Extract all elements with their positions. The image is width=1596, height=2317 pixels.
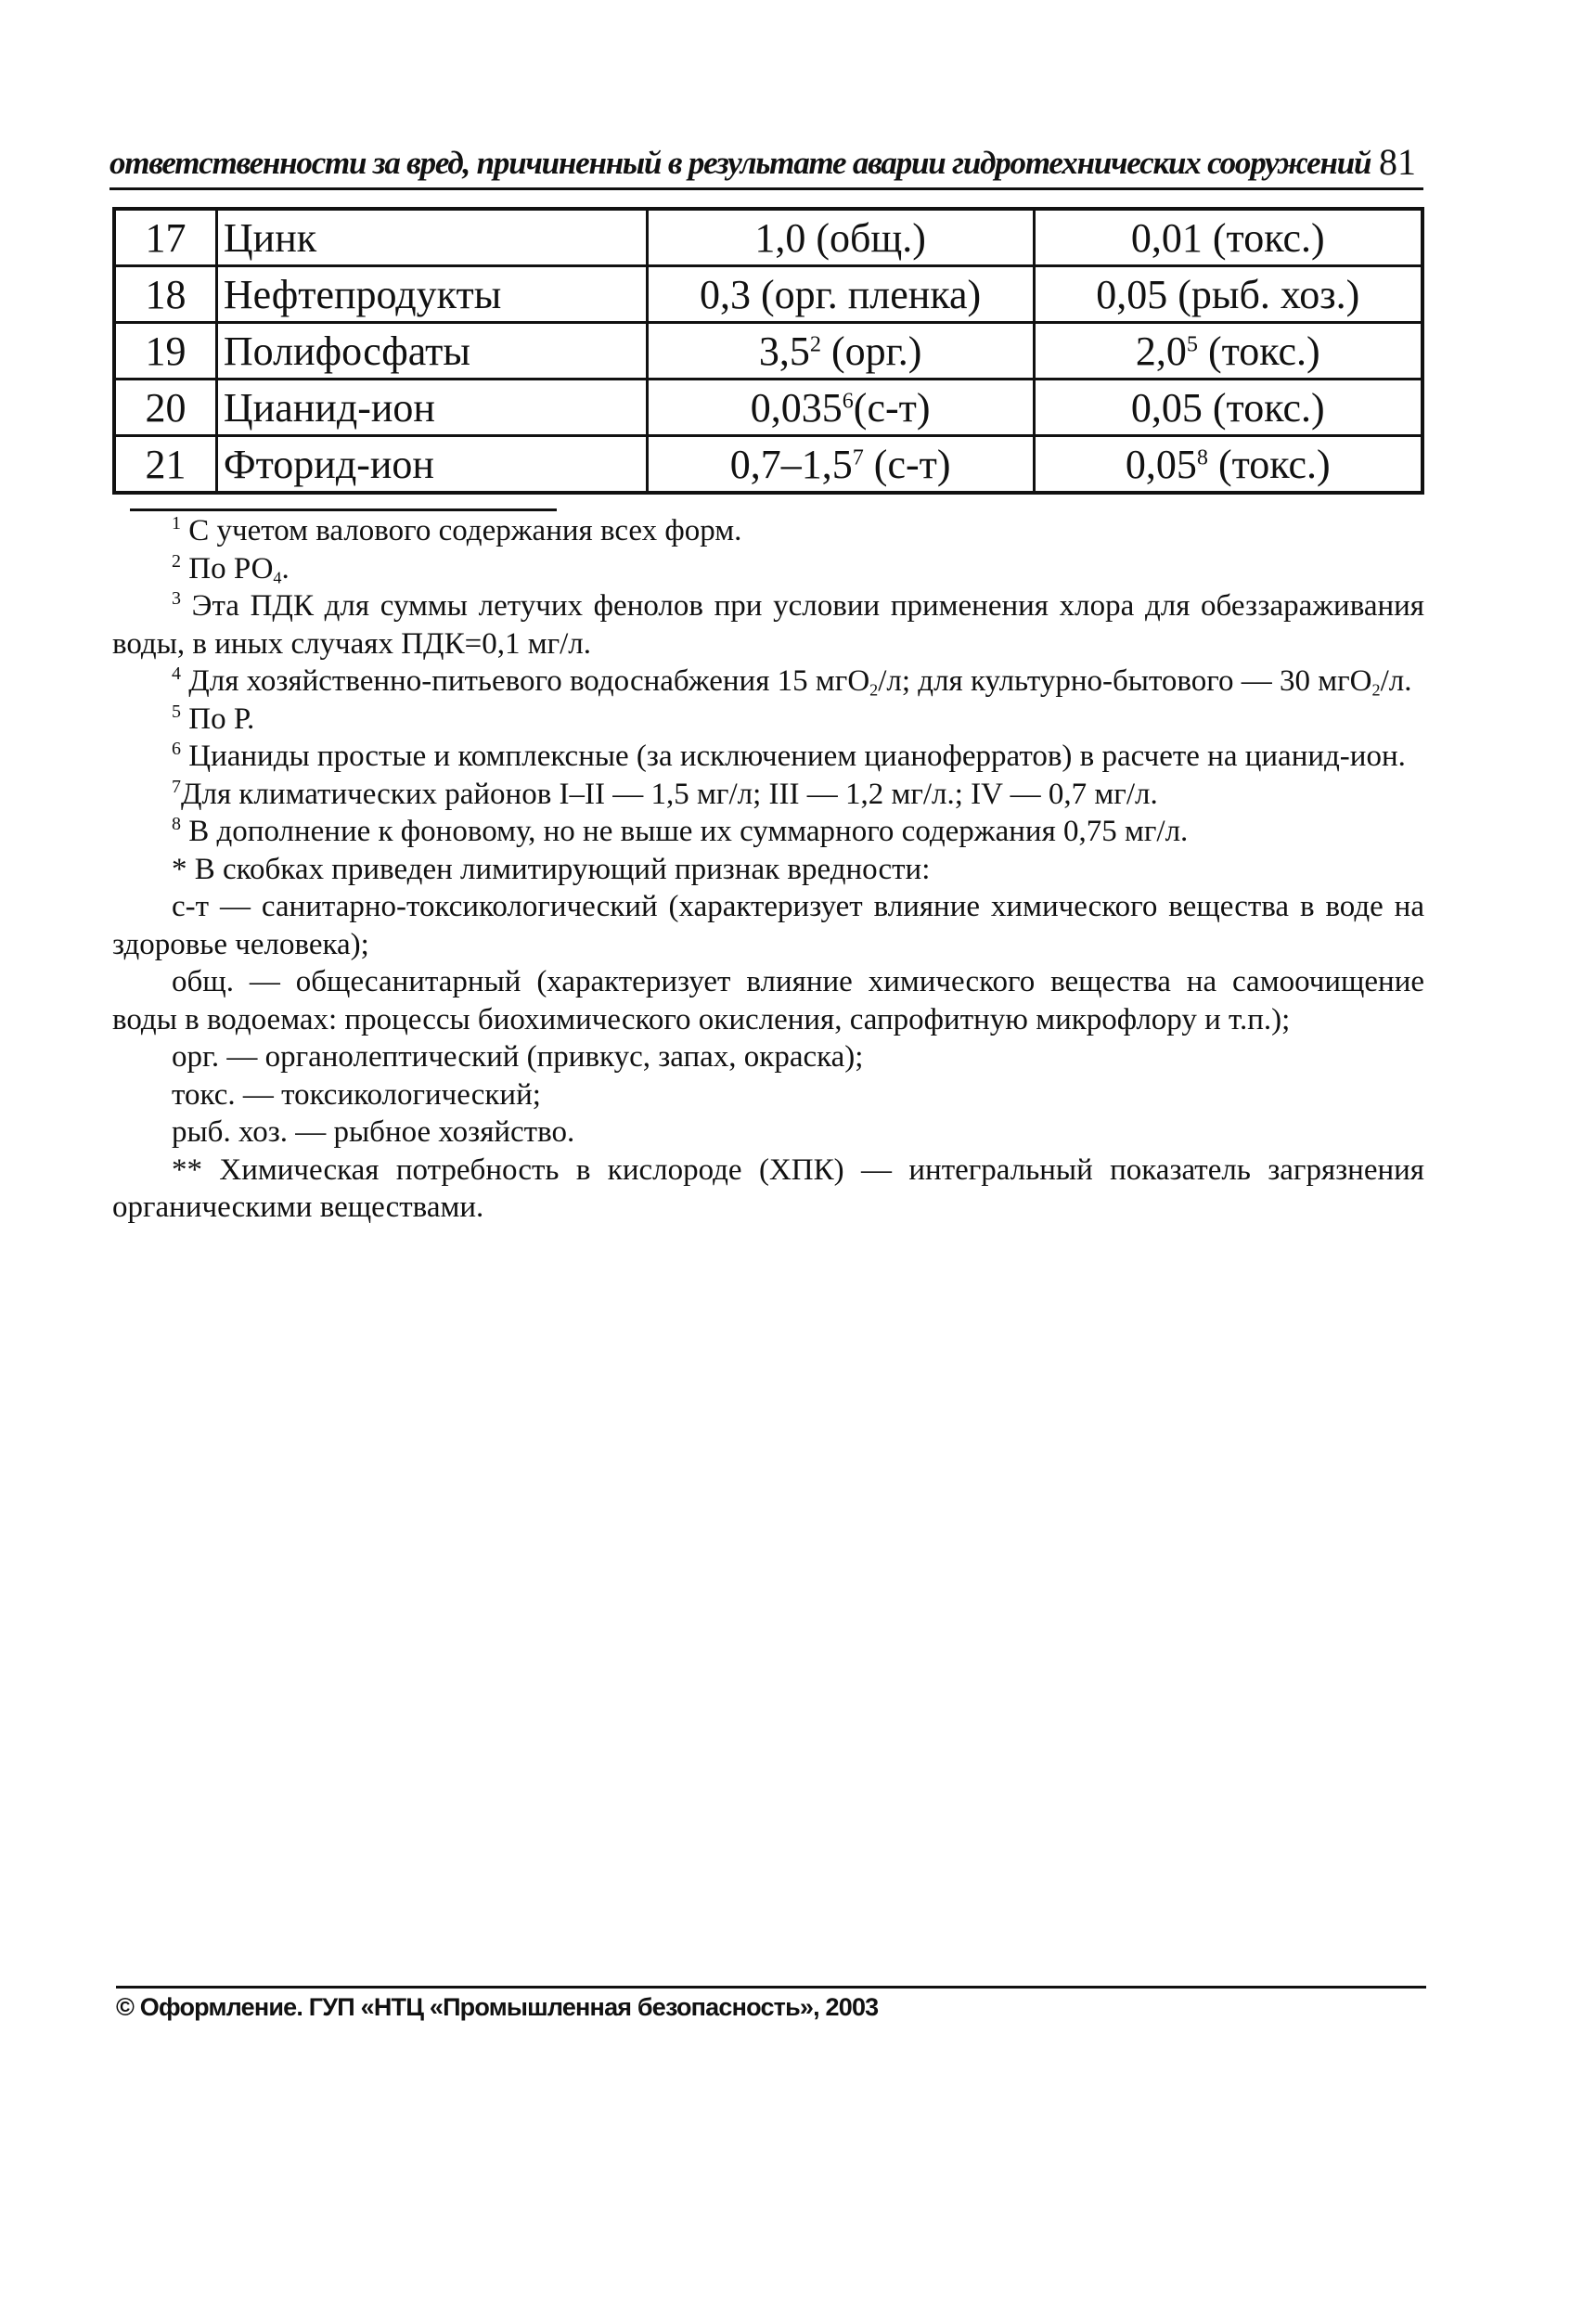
note-ryb: рыб. хоз. — рыбное хозяйство. bbox=[172, 1115, 575, 1149]
table-row bbox=[114, 323, 1422, 380]
footnote-5: $^5$ По Р. bbox=[172, 701, 255, 736]
note-org: орг. — органолептический (привкус, запах, окраска); bbox=[172, 1040, 864, 1074]
footnotes bbox=[112, 512, 1424, 1227]
row-number-cell: 19 bbox=[114, 323, 216, 380]
note-toks: токс. — токсикологический; bbox=[172, 1077, 541, 1112]
copyright-line: © Оформление. ГУП «НТЦ «Промышленная безопасность», 2003 bbox=[116, 1993, 879, 2021]
footnote-divider bbox=[130, 508, 557, 511]
substance-name-cell: Полифосфаты bbox=[216, 323, 647, 380]
table-row bbox=[114, 380, 1422, 436]
table-row bbox=[114, 209, 1422, 266]
household-limit-cell: 0,3 (орг. пленка) bbox=[647, 266, 1034, 323]
footnote-3: $^3$ Эта ПДК для суммы летучих фенолов при условии применения хлора для обеззараживания воды, в иных случаях ПДК=0,1 мг/л. bbox=[112, 588, 1424, 661]
substance-name-cell: Фторид-ион bbox=[216, 436, 647, 494]
note-ct: с-т — санитарно-токсикологический (характеризует влияние химического вещества в воде на здоровье человека); bbox=[112, 890, 1424, 961]
substance-name-cell: Нефтепродукты bbox=[216, 266, 647, 323]
fishery-limit-cell: $2,0^5$ (токс.) bbox=[1034, 323, 1422, 380]
footnote-1: $^1$ С учетом валового содержания всех форм. bbox=[172, 513, 742, 547]
footnote-2: $^2$ По $РО_4$. bbox=[172, 550, 290, 586]
fishery-limit-cell: 0,01 (токс.) bbox=[1034, 209, 1422, 266]
note-star: * В скобках приведен лимитирующий признак вредности: bbox=[172, 852, 931, 886]
page-number: 81 bbox=[1379, 141, 1416, 183]
household-limit-cell: $3,5^2$ (орг.) bbox=[647, 323, 1034, 380]
footnote-6: $^6$ Цианиды простые и комплексные (за исключением цианоферратов) в расчете на цианид-ион. bbox=[172, 739, 1406, 773]
table-row bbox=[114, 266, 1422, 323]
footnote-8: $^8$ В дополнение к фоновому, но не выше их суммарного содержания 0,75 мг/л. bbox=[172, 814, 1189, 848]
row-number-cell: 17 bbox=[114, 209, 216, 266]
row-number-cell: 21 bbox=[114, 436, 216, 494]
note-double-star: ** Химическая потребность в кислороде (ХПК) — интегральный показатель загрязнения органическими веществами. bbox=[112, 1152, 1424, 1224]
fishery-limit-cell: 0,05 (токс.) bbox=[1034, 380, 1422, 436]
pollutant-table bbox=[112, 207, 1424, 495]
running-header-title: ответственности за вред, причиненный в результате аварии гидротехнических сооружений bbox=[109, 145, 1371, 181]
substance-name-cell: Цианид-ион bbox=[216, 380, 647, 436]
footnote-7: $^7$Для климатических районов I–II — 1,5 мг/л; III — 1,2 мг/л.; IV — 0,7 мг/л. bbox=[172, 776, 1158, 811]
row-number-cell: 20 bbox=[114, 380, 216, 436]
footer-divider bbox=[116, 1986, 1426, 1989]
footnote-4: $^4$ Для хозяйственно-питьевого водоснабжения 15 мгО$_2$/л; для культурно-бытового — 30 мгО$_2$/л. bbox=[172, 663, 1412, 700]
household-limit-cell: 1,0 (общ.) bbox=[647, 209, 1034, 266]
pollutant-table-body bbox=[114, 209, 1422, 493]
fishery-limit-cell: 0,05$^8$ (токс.) bbox=[1034, 436, 1422, 494]
fishery-limit-cell: 0,05 (рыб. хоз.) bbox=[1034, 266, 1422, 323]
running-header bbox=[109, 130, 1423, 190]
row-number-cell: 18 bbox=[114, 266, 216, 323]
household-limit-cell: 0,035$^6$(с-т) bbox=[647, 380, 1034, 436]
note-obsh: общ. — общесанитарный (характеризует влияние химического вещества на самоочищение воды в водоемах: процессы биохимического окисления, сапрофитную микрофлору и т.п.); bbox=[112, 965, 1424, 1036]
table-row bbox=[114, 436, 1422, 494]
substance-name-cell: Цинк bbox=[216, 209, 647, 266]
household-limit-cell: $0,7-1,5^7$ (с-т) bbox=[647, 436, 1034, 494]
